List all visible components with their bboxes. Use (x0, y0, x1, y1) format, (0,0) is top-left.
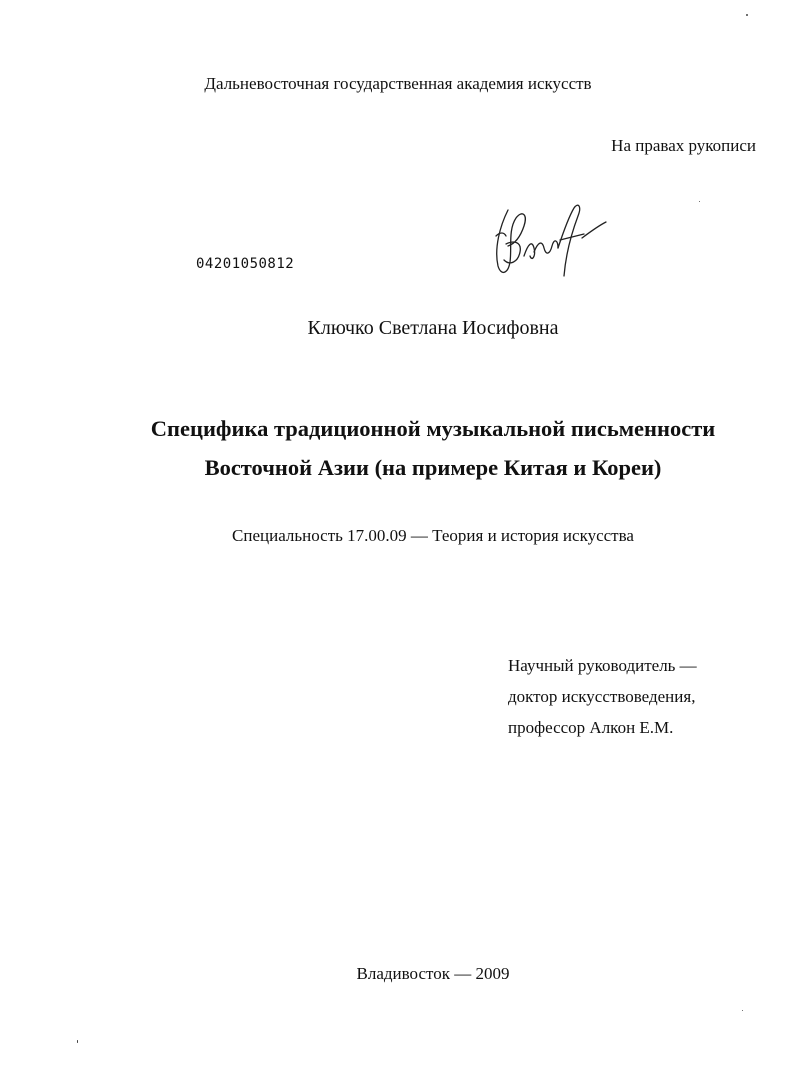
author-name: Ключко Светлана Иосифовна (307, 317, 559, 339)
supervisor-name: профессор Алкон Е.М. (508, 718, 674, 737)
institution-name: Дальневосточная государственная академия искусств (204, 74, 592, 93)
supervisor-degree: доктор искусствоведения, (508, 687, 696, 706)
manuscript-rights-label: На правах рукописи (611, 136, 756, 155)
scan-speck (77, 1040, 78, 1043)
document-code: 04201050812 (196, 256, 295, 272)
supervisor-block (508, 650, 697, 743)
dissertation-title-line-1: Специфика традиционной музыкальной письменности (150, 416, 716, 441)
city-year: Владивосток — 2009 (356, 964, 510, 983)
handwritten-signature-icon (478, 196, 613, 286)
supervisor-role: Научный руководитель — (508, 656, 697, 675)
specialty-line: Специальность 17.00.09 — Теория и история искусства (232, 526, 634, 545)
dissertation-title-line-2: Восточной Азии (на примере Китая и Кореи) (204, 455, 662, 480)
scan-speck (742, 1010, 743, 1011)
scan-speck (746, 14, 748, 16)
scan-speck (699, 201, 700, 202)
